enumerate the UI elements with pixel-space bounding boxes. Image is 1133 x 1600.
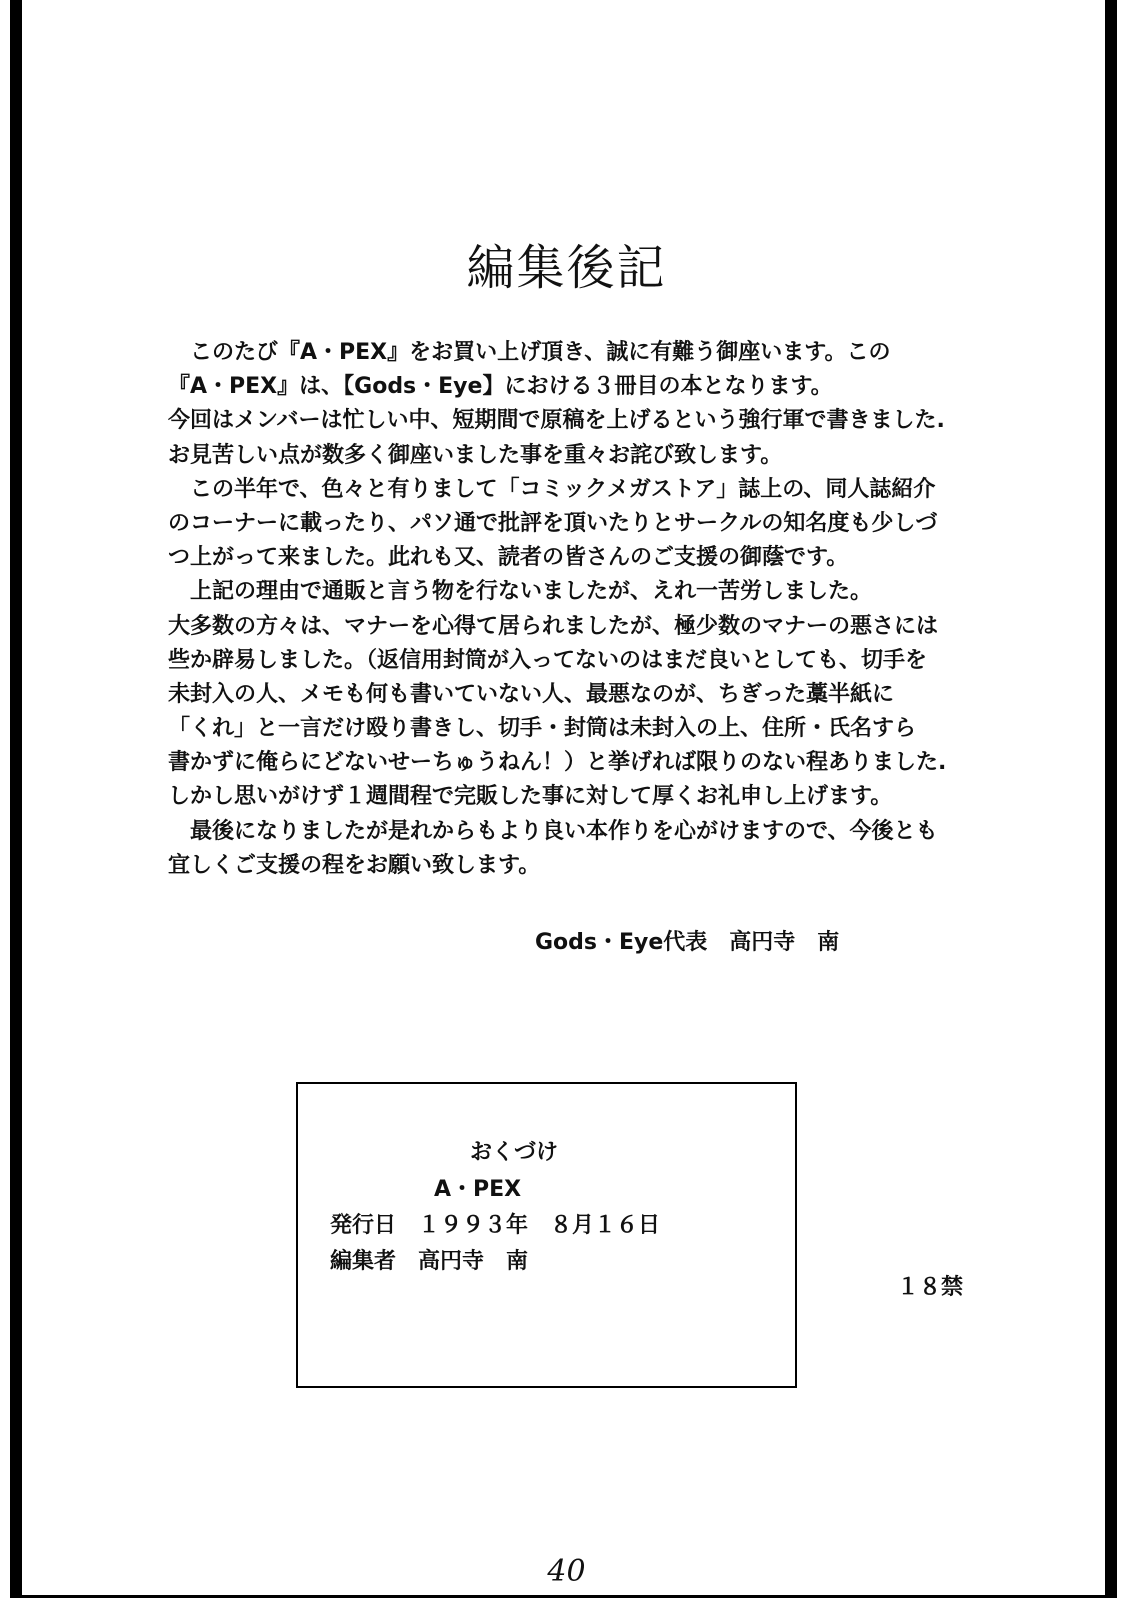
body-line: この半年で、色々と有りまして「コミックメガストア」誌上の、同人誌紹介	[168, 476, 936, 502]
body-line: 最後になりましたが是れからもより良い本作りを心がけますので、今後とも	[168, 818, 938, 844]
body-line: つ上がって来ました。此れも又、読者の皆さんのご支援の御蔭です。	[168, 545, 849, 571]
body-line: 『A・PEX』は、【Gods・Eye】における３冊目の本となります。	[168, 374, 833, 400]
body-line: 書かずに俺らにどないせーちゅうねん！）と挙げれば限りのない程ありました.	[168, 750, 947, 776]
body-line: 宜しくご支援の程をお願い致します。	[168, 852, 541, 878]
colophon-book-title: A・PEX	[434, 1177, 522, 1202]
body-line: 大多数の方々は、マナーを心得て居られましたが、極少数のマナーの悪さには	[168, 613, 939, 639]
signature: Gods・Eye代表 高円寺 南	[535, 930, 840, 955]
colophon-box	[296, 1082, 797, 1388]
body-line: のコーナーに載ったり、パソ通で批評を頂いたりとサークルの知名度も少しづ	[168, 510, 938, 536]
colophon-editor: 編集者 高円寺 南	[330, 1249, 529, 1274]
body-line: しかし思いがけず１週間程で完販した事に対して厚くお礼申し上げます。	[168, 784, 893, 810]
body-line: 「くれ」と一言だけ殴り書きし、切手・封筒は未封入の上、住所・氏名すら	[168, 716, 917, 742]
body-line: 上記の理由で通販と言う物を行ないましたが、えれ一苦労しました。	[168, 579, 873, 605]
body-line: このたび『A・PEX』をお買い上げ頂き、誠に有難う御座います。この	[168, 340, 891, 365]
colophon-issue-date: 発行日 １９９３年 ８月１６日	[330, 1213, 661, 1238]
page-title: 編集後記	[466, 240, 667, 296]
afterword-body	[168, 336, 968, 883]
body-line: 些か辟易しました。（返信用封筒が入ってないのはまだ良いとしても、切手を	[168, 647, 928, 673]
body-line: 未封入の人、メモも何も書いていない人、最悪なのが、ちぎった藁半紙に	[168, 681, 895, 707]
colophon-heading: おくづけ	[470, 1140, 559, 1165]
page-number: 40	[547, 1554, 586, 1589]
body-line: お見苦しい点が数多く御座いました事を重々お詫び致します。	[168, 442, 783, 468]
body-line: 今回はメンバーは忙しい中、短期間で原稿を上げるという強行軍で書きました.	[168, 408, 945, 434]
age-rating: １８禁	[897, 1275, 964, 1300]
